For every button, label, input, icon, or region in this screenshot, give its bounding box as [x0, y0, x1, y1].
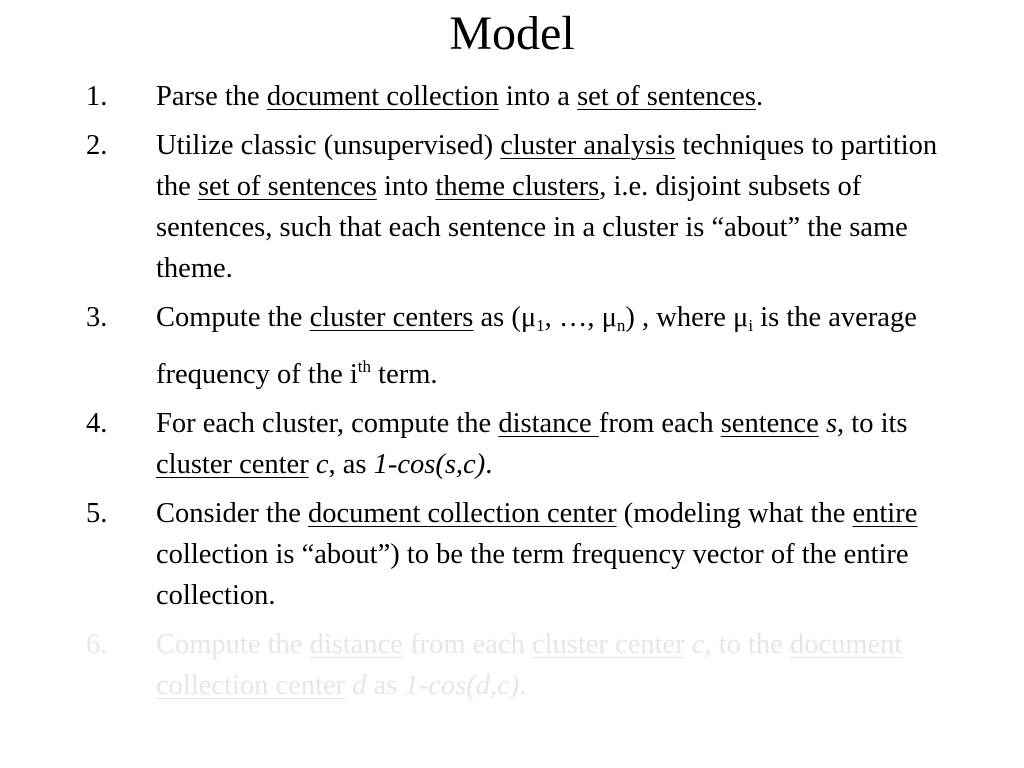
- term-set-of-sentences: set of sentences: [197, 171, 377, 202]
- term-document-collection: document collection: [266, 81, 499, 112]
- list-item-6: [86, 624, 956, 706]
- item-text: Compute the: [156, 629, 310, 660]
- item-text: Compute the: [156, 302, 310, 333]
- item-text: from each: [598, 408, 721, 439]
- term-sentence: sentence: [720, 408, 819, 439]
- variable-s: s: [825, 408, 838, 439]
- term-document-collection-center: document collection center: [307, 498, 617, 529]
- item-text: , i.e. disjoint subsets of sentences, such that each sentence in a cluster is “about” the same theme.: [156, 171, 908, 284]
- item-number: 5.: [86, 498, 108, 529]
- subscript: 1: [536, 316, 545, 335]
- term-distance: distance: [309, 629, 403, 660]
- item-number: 4.: [86, 408, 108, 439]
- list-item-2: [86, 125, 956, 289]
- item-text: [819, 408, 826, 439]
- subscript: n: [616, 316, 626, 335]
- subscript: i: [748, 316, 754, 335]
- item-text: , to its: [837, 408, 908, 439]
- term-cluster-center: cluster center: [156, 449, 309, 480]
- item-text: into: [376, 171, 436, 202]
- term-document-collection-center: document collection center: [156, 629, 903, 701]
- item-text: , as: [328, 449, 374, 480]
- item-text: [309, 449, 316, 480]
- term-cluster-centers: cluster centers: [309, 302, 474, 333]
- list-item-1: [86, 76, 956, 117]
- item-text: as: [366, 670, 405, 701]
- formula: 1-cos(d,c): [404, 670, 520, 701]
- list-item-4: [86, 403, 956, 485]
- item-text: For each cluster, compute the: [156, 408, 499, 439]
- numbered-list: [86, 76, 956, 714]
- item-text: Parse the: [156, 81, 267, 112]
- item-text: as (μ: [473, 302, 537, 333]
- item-number: 3.: [86, 302, 108, 333]
- item-text: collection is “about”) to be the term frequency vector of the entire collection.: [156, 539, 909, 611]
- item-text: ) , where μ: [625, 302, 749, 333]
- slide-title: Model: [449, 7, 575, 60]
- item-text: , to the: [704, 629, 790, 660]
- item-text: .: [755, 81, 764, 112]
- variable-c: c: [315, 449, 329, 480]
- item-text: .: [519, 670, 527, 701]
- formula: 1-cos(s,c): [373, 449, 486, 480]
- term-set-of-sentences: set of sentences: [577, 81, 756, 112]
- superscript: th: [357, 357, 372, 376]
- variable-c: c: [691, 629, 705, 660]
- item-number: 2.: [86, 130, 108, 161]
- term-theme-clusters: theme clusters: [435, 171, 600, 202]
- item-number: 1.: [86, 81, 108, 112]
- item-text: Consider the: [156, 498, 308, 529]
- item-text: [685, 629, 692, 660]
- item-text: (modeling what the: [616, 498, 853, 529]
- item-text: techniques to partition the: [156, 130, 938, 202]
- item-text: term.: [371, 359, 438, 390]
- item-text: from each: [402, 629, 532, 660]
- item-text: , …, μ: [544, 302, 617, 333]
- term-entire: entire: [852, 498, 918, 529]
- item-number: 6.: [86, 629, 108, 660]
- variable-d: d: [352, 670, 367, 701]
- item-text: Utilize classic (unsupervised): [156, 130, 501, 161]
- item-text: into a: [498, 81, 578, 112]
- item-text: .: [485, 449, 493, 480]
- term-cluster-analysis: cluster analysis: [500, 130, 676, 161]
- list-item-5: [86, 493, 956, 616]
- term-cluster-center: cluster center: [531, 629, 685, 660]
- list-item-3: [86, 297, 956, 395]
- term-distance: distance: [498, 408, 599, 439]
- item-text: is the average frequency of the i: [156, 302, 917, 390]
